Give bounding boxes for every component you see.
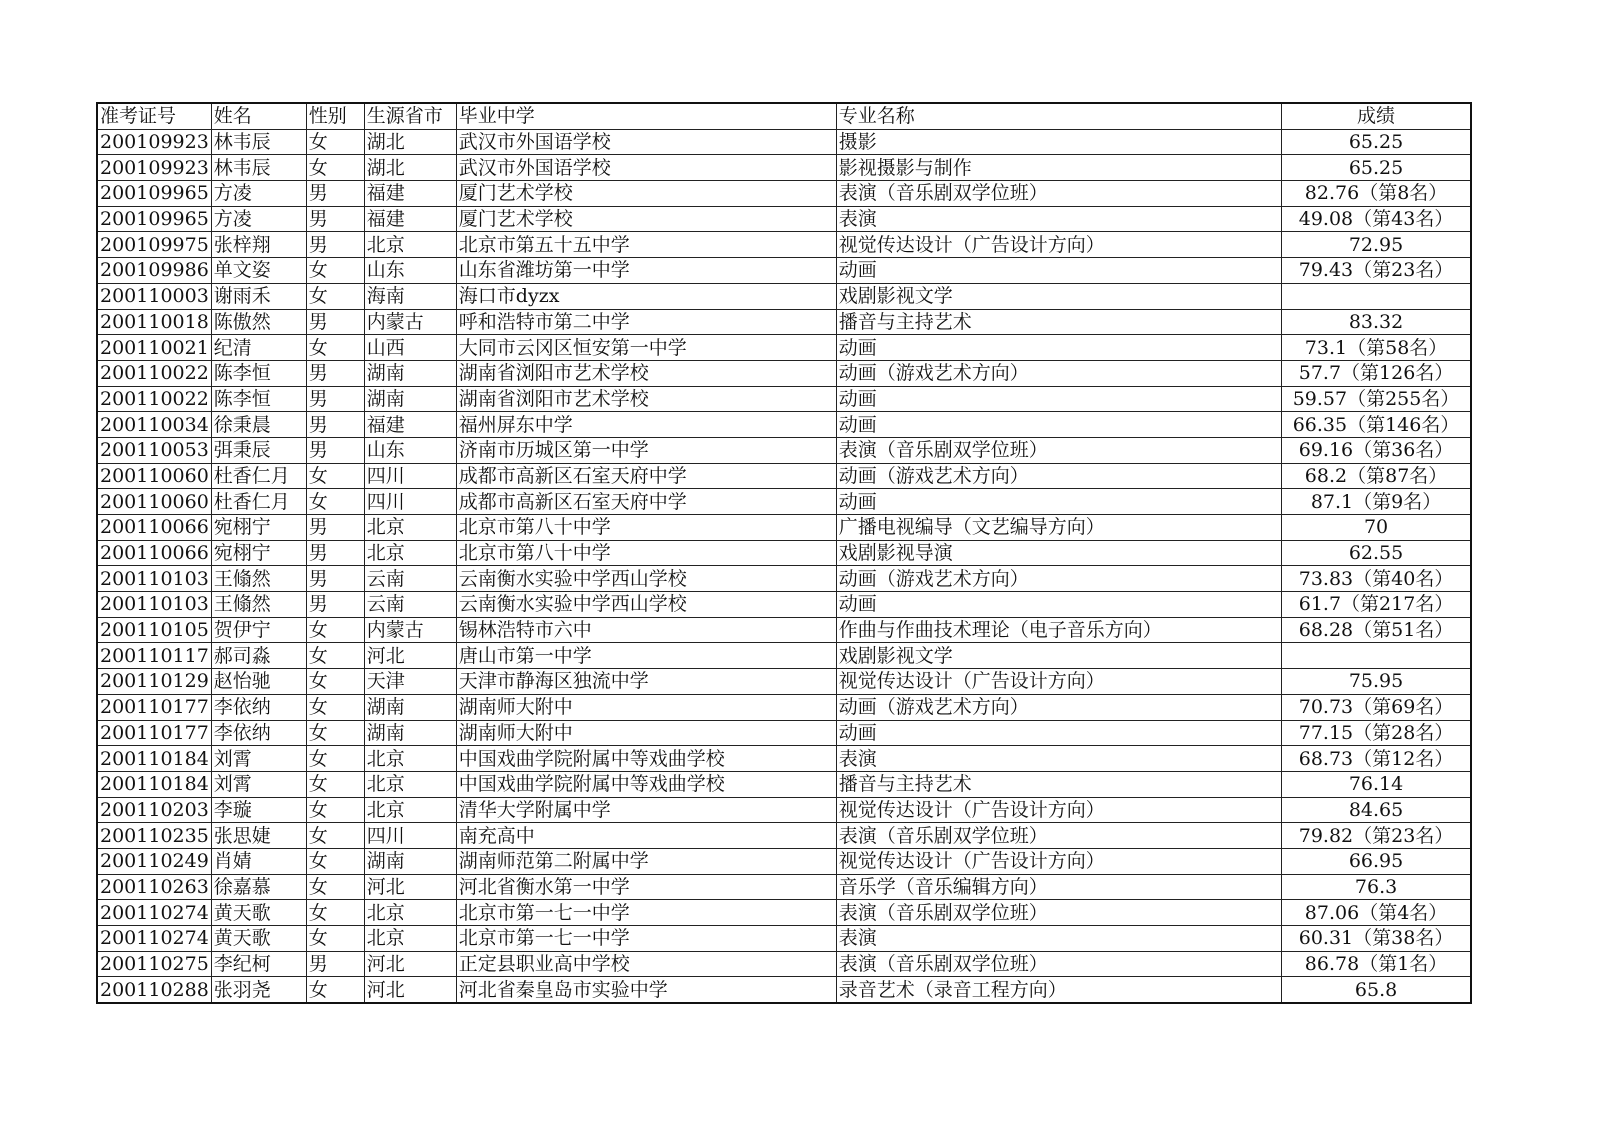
cell-province: 福建: [364, 412, 456, 438]
cell-name: 赵怡驰: [211, 669, 306, 695]
cell-score: 82.76（第8名）: [1281, 181, 1471, 207]
cell-name: 杜香仁月: [211, 463, 306, 489]
header-row: [97, 103, 1471, 129]
cell-score: 49.08（第43名）: [1281, 206, 1471, 232]
cell-school: 天津市静海区独流中学: [456, 669, 836, 695]
cell-school: 济南市历城区第一中学: [456, 437, 836, 463]
cell-school: 河北省衡水第一中学: [456, 874, 836, 900]
table-row: [97, 643, 1471, 669]
cell-major: 音乐学（音乐编辑方向）: [836, 874, 1281, 900]
cell-name: 贺伊宁: [211, 617, 306, 643]
table-row: [97, 258, 1471, 284]
cell-major: 动画: [836, 720, 1281, 746]
cell-school: 清华大学附属中学: [456, 797, 836, 823]
table-row: [97, 900, 1471, 926]
cell-major: 动画（游戏艺术方向）: [836, 566, 1281, 592]
table-row: [97, 489, 1471, 515]
table-row: [97, 592, 1471, 618]
cell-name: 徐秉晨: [211, 412, 306, 438]
cell-school: 北京市第五十五中学: [456, 232, 836, 258]
table-row: [97, 951, 1471, 977]
cell-school: 湖南省浏阳市艺术学校: [456, 386, 836, 412]
table-row: [97, 386, 1471, 412]
cell-exam-id: 200110034: [97, 412, 211, 438]
cell-name: 徐嘉慕: [211, 874, 306, 900]
cell-gender: 男: [306, 181, 364, 207]
cell-province: 四川: [364, 489, 456, 515]
header-province: 生源省市: [364, 103, 456, 129]
cell-name: 张梓翔: [211, 232, 306, 258]
cell-score: 65.25: [1281, 129, 1471, 155]
cell-major: 表演（音乐剧双学位班）: [836, 181, 1281, 207]
cell-score: 70: [1281, 515, 1471, 541]
cell-gender: 女: [306, 823, 364, 849]
cell-gender: 女: [306, 848, 364, 874]
cell-province: 北京: [364, 797, 456, 823]
cell-exam-id: 200109986: [97, 258, 211, 284]
table-row: [97, 181, 1471, 207]
cell-exam-id: 200109965: [97, 206, 211, 232]
cell-score: 68.28（第51名）: [1281, 617, 1471, 643]
cell-name: 王翛然: [211, 566, 306, 592]
cell-gender: 女: [306, 720, 364, 746]
cell-school: 武汉市外国语学校: [456, 129, 836, 155]
cell-province: 河北: [364, 977, 456, 1003]
cell-school: 湖南师大附中: [456, 720, 836, 746]
cell-major: 播音与主持艺术: [836, 309, 1281, 335]
cell-school: 福州屏东中学: [456, 412, 836, 438]
table-row: [97, 848, 1471, 874]
table-row: [97, 360, 1471, 386]
cell-gender: 男: [306, 309, 364, 335]
cell-exam-id: 200109965: [97, 181, 211, 207]
cell-school: 厦门艺术学校: [456, 181, 836, 207]
cell-school: 北京市第八十中学: [456, 515, 836, 541]
cell-score: 86.78（第1名）: [1281, 951, 1471, 977]
cell-score: 57.7（第126名）: [1281, 360, 1471, 386]
cell-province: 海南: [364, 283, 456, 309]
cell-name: 李依纳: [211, 720, 306, 746]
cell-exam-id: 200110275: [97, 951, 211, 977]
cell-province: 山西: [364, 335, 456, 361]
cell-score: 83.32: [1281, 309, 1471, 335]
cell-province: 湖南: [364, 386, 456, 412]
cell-exam-id: 200109923: [97, 129, 211, 155]
cell-score: 69.16（第36名）: [1281, 437, 1471, 463]
cell-name: 陈李恒: [211, 386, 306, 412]
cell-gender: 女: [306, 489, 364, 515]
cell-major: 表演: [836, 206, 1281, 232]
cell-gender: 女: [306, 643, 364, 669]
cell-exam-id: 200110184: [97, 771, 211, 797]
cell-name: 肖婧: [211, 848, 306, 874]
cell-gender: 女: [306, 900, 364, 926]
cell-score: 61.7（第217名）: [1281, 592, 1471, 618]
cell-school: 厦门艺术学校: [456, 206, 836, 232]
cell-exam-id: 200110103: [97, 592, 211, 618]
cell-exam-id: 200110022: [97, 360, 211, 386]
table-row: [97, 283, 1471, 309]
cell-school: 成都市高新区石室天府中学: [456, 463, 836, 489]
cell-gender: 女: [306, 669, 364, 695]
cell-major: 动画: [836, 489, 1281, 515]
cell-name: 杜香仁月: [211, 489, 306, 515]
cell-province: 山东: [364, 437, 456, 463]
cell-exam-id: 200110249: [97, 848, 211, 874]
cell-name: 张羽尧: [211, 977, 306, 1003]
table-row: [97, 669, 1471, 695]
cell-major: 表演: [836, 746, 1281, 772]
cell-province: 河北: [364, 951, 456, 977]
cell-school: 正定县职业高中学校: [456, 951, 836, 977]
table-row: [97, 926, 1471, 952]
cell-score: 84.65: [1281, 797, 1471, 823]
cell-major: 表演（音乐剧双学位班）: [836, 823, 1281, 849]
cell-major: 表演（音乐剧双学位班）: [836, 437, 1281, 463]
cell-major: 表演: [836, 926, 1281, 952]
cell-school: 湖南师大附中: [456, 694, 836, 720]
cell-school: 湖南师范第二附属中学: [456, 848, 836, 874]
cell-exam-id: 200109975: [97, 232, 211, 258]
table-row: [97, 463, 1471, 489]
cell-province: 北京: [364, 746, 456, 772]
cell-major: 动画: [836, 592, 1281, 618]
cell-exam-id: 200110274: [97, 900, 211, 926]
cell-gender: 男: [306, 540, 364, 566]
table-row: [97, 797, 1471, 823]
header-score: 成绩: [1281, 103, 1471, 129]
header-exam-id: 准考证号: [97, 103, 211, 129]
cell-province: 河北: [364, 874, 456, 900]
cell-gender: 男: [306, 566, 364, 592]
cell-school: 湖南省浏阳市艺术学校: [456, 360, 836, 386]
cell-exam-id: 200110177: [97, 720, 211, 746]
cell-name: 弭秉辰: [211, 437, 306, 463]
table-row: [97, 566, 1471, 592]
cell-province: 福建: [364, 206, 456, 232]
cell-score: 76.14: [1281, 771, 1471, 797]
cell-score: 75.95: [1281, 669, 1471, 695]
cell-school: 北京市第一七一中学: [456, 900, 836, 926]
cell-school: 山东省潍坊第一中学: [456, 258, 836, 284]
cell-province: 湖北: [364, 129, 456, 155]
cell-name: 方凌: [211, 206, 306, 232]
cell-province: 湖南: [364, 720, 456, 746]
table-row: [97, 617, 1471, 643]
cell-major: 视觉传达设计（广告设计方向）: [836, 232, 1281, 258]
cell-school: 河北省秦皇岛市实验中学: [456, 977, 836, 1003]
cell-exam-id: 200110066: [97, 515, 211, 541]
table-row: [97, 335, 1471, 361]
cell-name: 陈李恒: [211, 360, 306, 386]
cell-name: 刘霄: [211, 771, 306, 797]
cell-exam-id: 200110203: [97, 797, 211, 823]
cell-exam-id: 200110018: [97, 309, 211, 335]
cell-name: 张思婕: [211, 823, 306, 849]
cell-exam-id: 200110066: [97, 540, 211, 566]
cell-name: 陈傲然: [211, 309, 306, 335]
cell-province: 北京: [364, 926, 456, 952]
cell-exam-id: 200110129: [97, 669, 211, 695]
table-row: [97, 129, 1471, 155]
cell-province: 天津: [364, 669, 456, 695]
table-row: [97, 540, 1471, 566]
table-row: [97, 515, 1471, 541]
cell-name: 郝司淼: [211, 643, 306, 669]
cell-major: 视觉传达设计（广告设计方向）: [836, 669, 1281, 695]
cell-school: 云南衡水实验中学西山学校: [456, 592, 836, 618]
cell-score: 62.55: [1281, 540, 1471, 566]
cell-major: 动画（游戏艺术方向）: [836, 360, 1281, 386]
cell-major: 录音艺术（录音工程方向）: [836, 977, 1281, 1003]
cell-province: 北京: [364, 540, 456, 566]
table-row: [97, 206, 1471, 232]
cell-score: 73.83（第40名）: [1281, 566, 1471, 592]
cell-score: 72.95: [1281, 232, 1471, 258]
cell-score: 70.73（第69名）: [1281, 694, 1471, 720]
table-row: [97, 694, 1471, 720]
cell-school: 成都市高新区石室天府中学: [456, 489, 836, 515]
cell-score: [1281, 643, 1471, 669]
cell-province: 山东: [364, 258, 456, 284]
cell-school: 中国戏曲学院附属中等戏曲学校: [456, 746, 836, 772]
cell-major: 视觉传达设计（广告设计方向）: [836, 848, 1281, 874]
cell-major: 动画: [836, 335, 1281, 361]
cell-name: 单文姿: [211, 258, 306, 284]
table-row: [97, 309, 1471, 335]
cell-major: 动画（游戏艺术方向）: [836, 463, 1281, 489]
cell-name: 李依纳: [211, 694, 306, 720]
table-row: [97, 155, 1471, 181]
cell-province: 内蒙古: [364, 309, 456, 335]
cell-gender: 男: [306, 592, 364, 618]
cell-score: 65.8: [1281, 977, 1471, 1003]
cell-name: 林韦辰: [211, 155, 306, 181]
cell-score: 66.95: [1281, 848, 1471, 874]
cell-school: 大同市云冈区恒安第一中学: [456, 335, 836, 361]
cell-exam-id: 200110060: [97, 489, 211, 515]
table-row: [97, 771, 1471, 797]
cell-major: 动画: [836, 258, 1281, 284]
cell-school: 唐山市第一中学: [456, 643, 836, 669]
cell-exam-id: 200110288: [97, 977, 211, 1003]
cell-gender: 男: [306, 951, 364, 977]
cell-province: 湖南: [364, 848, 456, 874]
cell-school: 呼和浩特市第二中学: [456, 309, 836, 335]
cell-name: 刘霄: [211, 746, 306, 772]
cell-gender: 女: [306, 335, 364, 361]
cell-exam-id: 200110003: [97, 283, 211, 309]
header-gender: 性别: [306, 103, 364, 129]
cell-exam-id: 200110235: [97, 823, 211, 849]
cell-exam-id: 200109923: [97, 155, 211, 181]
table-row: [97, 412, 1471, 438]
cell-major: 表演（音乐剧双学位班）: [836, 900, 1281, 926]
cell-province: 湖南: [364, 694, 456, 720]
cell-score: 68.2（第87名）: [1281, 463, 1471, 489]
cell-score: 66.35（第146名）: [1281, 412, 1471, 438]
cell-major: 视觉传达设计（广告设计方向）: [836, 797, 1281, 823]
cell-gender: 女: [306, 694, 364, 720]
cell-gender: 女: [306, 155, 364, 181]
cell-province: 湖北: [364, 155, 456, 181]
cell-score: [1281, 283, 1471, 309]
cell-name: 李纪柯: [211, 951, 306, 977]
cell-major: 动画（游戏艺术方向）: [836, 694, 1281, 720]
cell-gender: 男: [306, 515, 364, 541]
cell-score: 87.06（第4名）: [1281, 900, 1471, 926]
cell-gender: 女: [306, 617, 364, 643]
table-row: [97, 746, 1471, 772]
cell-exam-id: 200110053: [97, 437, 211, 463]
cell-major: 表演（音乐剧双学位班）: [836, 951, 1281, 977]
cell-score: 76.3: [1281, 874, 1471, 900]
cell-major: 戏剧影视导演: [836, 540, 1281, 566]
cell-exam-id: 200110105: [97, 617, 211, 643]
cell-exam-id: 200110184: [97, 746, 211, 772]
cell-major: 动画: [836, 412, 1281, 438]
header-school: 毕业中学: [456, 103, 836, 129]
cell-score: 59.57（第255名）: [1281, 386, 1471, 412]
cell-province: 北京: [364, 515, 456, 541]
cell-school: 武汉市外国语学校: [456, 155, 836, 181]
table-row: [97, 437, 1471, 463]
cell-gender: 女: [306, 258, 364, 284]
cell-score: 87.1（第9名）: [1281, 489, 1471, 515]
cell-name: 黄天歌: [211, 926, 306, 952]
cell-name: 宛栩宁: [211, 515, 306, 541]
cell-name: 宛栩宁: [211, 540, 306, 566]
cell-major: 戏剧影视文学: [836, 643, 1281, 669]
score-table: [96, 102, 1472, 1004]
header-major: 专业名称: [836, 103, 1281, 129]
table-row: [97, 874, 1471, 900]
table-row: [97, 720, 1471, 746]
cell-major: 广播电视编导（文艺编导方向）: [836, 515, 1281, 541]
cell-gender: 女: [306, 746, 364, 772]
cell-major: 播音与主持艺术: [836, 771, 1281, 797]
cell-major: 作曲与作曲技术理论（电子音乐方向）: [836, 617, 1281, 643]
cell-exam-id: 200110021: [97, 335, 211, 361]
cell-gender: 男: [306, 232, 364, 258]
cell-score: 73.1（第58名）: [1281, 335, 1471, 361]
cell-gender: 男: [306, 206, 364, 232]
cell-province: 福建: [364, 181, 456, 207]
cell-name: 王翛然: [211, 592, 306, 618]
cell-name: 黄天歌: [211, 900, 306, 926]
cell-gender: 男: [306, 412, 364, 438]
cell-exam-id: 200110177: [97, 694, 211, 720]
cell-name: 林韦辰: [211, 129, 306, 155]
cell-school: 北京市第一七一中学: [456, 926, 836, 952]
cell-province: 北京: [364, 771, 456, 797]
cell-score: 77.15（第28名）: [1281, 720, 1471, 746]
header-name: 姓名: [211, 103, 306, 129]
cell-name: 纪清: [211, 335, 306, 361]
cell-gender: 女: [306, 874, 364, 900]
cell-gender: 女: [306, 926, 364, 952]
cell-gender: 男: [306, 360, 364, 386]
cell-province: 云南: [364, 592, 456, 618]
cell-name: 方凌: [211, 181, 306, 207]
cell-province: 北京: [364, 232, 456, 258]
cell-gender: 女: [306, 771, 364, 797]
cell-score: 79.82（第23名）: [1281, 823, 1471, 849]
cell-school: 中国戏曲学院附属中等戏曲学校: [456, 771, 836, 797]
cell-exam-id: 200110060: [97, 463, 211, 489]
cell-gender: 男: [306, 386, 364, 412]
table-row: [97, 977, 1471, 1003]
cell-exam-id: 200110103: [97, 566, 211, 592]
cell-score: 65.25: [1281, 155, 1471, 181]
cell-major: 影视摄影与制作: [836, 155, 1281, 181]
cell-gender: 女: [306, 129, 364, 155]
cell-score: 68.73（第12名）: [1281, 746, 1471, 772]
cell-exam-id: 200110274: [97, 926, 211, 952]
cell-gender: 女: [306, 283, 364, 309]
cell-score: 60.31（第38名）: [1281, 926, 1471, 952]
cell-province: 湖南: [364, 360, 456, 386]
cell-gender: 男: [306, 437, 364, 463]
cell-gender: 女: [306, 977, 364, 1003]
cell-school: 海口市dyzx: [456, 283, 836, 309]
cell-province: 四川: [364, 823, 456, 849]
cell-gender: 女: [306, 797, 364, 823]
cell-exam-id: 200110117: [97, 643, 211, 669]
cell-province: 河北: [364, 643, 456, 669]
cell-school: 锡林浩特市六中: [456, 617, 836, 643]
table-row: [97, 232, 1471, 258]
cell-province: 云南: [364, 566, 456, 592]
cell-major: 动画: [836, 386, 1281, 412]
cell-gender: 女: [306, 463, 364, 489]
cell-score: 79.43（第23名）: [1281, 258, 1471, 284]
cell-name: 李璇: [211, 797, 306, 823]
cell-province: 四川: [364, 463, 456, 489]
cell-exam-id: 200110022: [97, 386, 211, 412]
table-row: [97, 823, 1471, 849]
cell-major: 戏剧影视文学: [836, 283, 1281, 309]
cell-exam-id: 200110263: [97, 874, 211, 900]
cell-school: 北京市第八十中学: [456, 540, 836, 566]
cell-province: 北京: [364, 900, 456, 926]
cell-major: 摄影: [836, 129, 1281, 155]
cell-province: 内蒙古: [364, 617, 456, 643]
cell-school: 云南衡水实验中学西山学校: [456, 566, 836, 592]
cell-school: 南充高中: [456, 823, 836, 849]
cell-name: 谢雨禾: [211, 283, 306, 309]
